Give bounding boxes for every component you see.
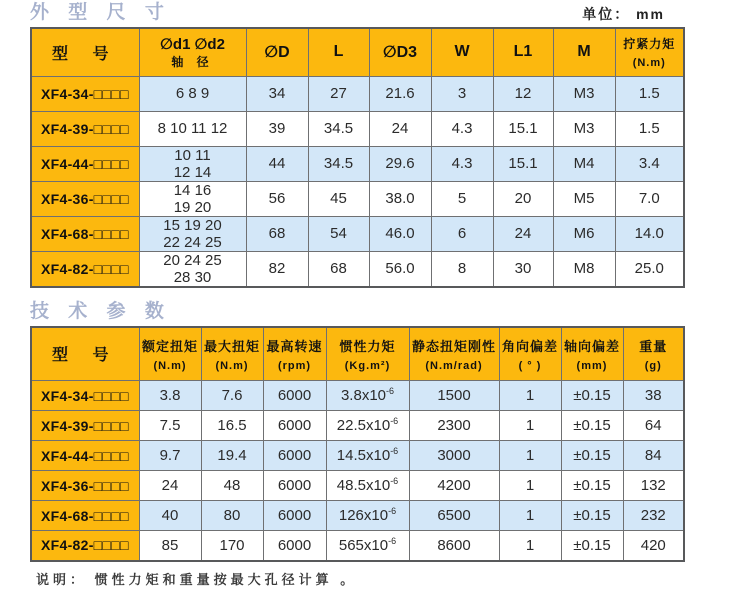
header-shaft-diameter: ∅d1 ∅d2 轴 径 [139, 28, 246, 76]
model-cell: XF4-44-□□□□ [31, 146, 139, 181]
L-cell: 54 [308, 216, 369, 251]
max-torque-cell: 19.4 [201, 441, 263, 471]
inertia-cell: $565x10^{-6}$ [326, 531, 409, 561]
shaft-diameter-cell: 14 16 19 20 [139, 181, 246, 216]
D-cell: 34 [246, 76, 308, 111]
table-row [31, 146, 684, 181]
header-weight: 重量 (g) [623, 327, 684, 381]
W-cell: 4.3 [431, 111, 493, 146]
angular-deviation-cell: 1 [499, 501, 561, 531]
L1-cell: 12 [493, 76, 553, 111]
D3-cell: 38.0 [369, 181, 431, 216]
dimensions-title-bar [30, 2, 683, 24]
M-cell: M3 [553, 76, 615, 111]
table-row [31, 471, 684, 501]
rated-torque-cell: 85 [139, 531, 201, 561]
inertia-cell: $3.8x10^{-6}$ [326, 381, 409, 411]
params-section-title: 技 术 参 数 [30, 300, 171, 322]
footnote: 说明： 惯性力矩和重量按最大孔径计算 。 [36, 571, 358, 587]
D3-cell: 56.0 [369, 251, 431, 287]
L-cell: 34.5 [308, 146, 369, 181]
shaft-diameter-cell: 15 19 20 22 24 25 [139, 216, 246, 251]
header-D3: ∅D3 [369, 28, 431, 76]
shaft-diameter-cell: 10 11 12 14 [139, 146, 246, 181]
stiffness-cell: 3000 [409, 441, 499, 471]
axial-deviation-cell: ±0.15 [561, 531, 623, 561]
W-cell: 8 [431, 251, 493, 287]
torque-cell: 1.5 [615, 111, 684, 146]
table-row [31, 216, 684, 251]
model-cell: XF4-34-□□□□ [31, 381, 139, 411]
header-L: L [308, 28, 369, 76]
table-row [31, 531, 684, 561]
max-speed-cell: 6000 [263, 471, 326, 501]
inertia-cell: $126x10^{-6}$ [326, 501, 409, 531]
axial-deviation-cell: ±0.15 [561, 501, 623, 531]
table-row [31, 181, 684, 216]
rated-torque-cell: 24 [139, 471, 201, 501]
table-row [31, 411, 684, 441]
header-model: 型 号 [31, 327, 139, 381]
W-cell: 4.3 [431, 146, 493, 181]
max-torque-cell: 7.6 [201, 381, 263, 411]
model-cell: XF4-44-□□□□ [31, 441, 139, 471]
table-row [31, 76, 684, 111]
model-cell: XF4-34-□□□□ [31, 76, 139, 111]
shaft-diameter-cell: 8 10 11 12 [139, 111, 246, 146]
model-cell: XF4-39-□□□□ [31, 411, 139, 441]
header-D: ∅D [246, 28, 308, 76]
header-rated-torque: 额定扭矩 (N.m) [139, 327, 201, 381]
weight-cell: 232 [623, 501, 684, 531]
L-cell: 45 [308, 181, 369, 216]
rated-torque-cell: 3.8 [139, 381, 201, 411]
header-tightening-torque: 拧紧力矩 (N.m) [615, 28, 684, 76]
dimensions-header-row [31, 28, 684, 76]
stiffness-cell: 1500 [409, 381, 499, 411]
stiffness-cell: 2300 [409, 411, 499, 441]
rated-torque-cell: 7.5 [139, 411, 201, 441]
inertia-cell: $48.5x10^{-6}$ [326, 471, 409, 501]
rated-torque-cell: 40 [139, 501, 201, 531]
L1-cell: 20 [493, 181, 553, 216]
D-cell: 82 [246, 251, 308, 287]
table-row [31, 251, 684, 287]
model-cell: XF4-68-□□□□ [31, 501, 139, 531]
max-speed-cell: 6000 [263, 531, 326, 561]
angular-deviation-cell: 1 [499, 411, 561, 441]
dimensions-table [30, 27, 685, 288]
stiffness-cell: 8600 [409, 531, 499, 561]
D3-cell: 21.6 [369, 76, 431, 111]
L1-cell: 30 [493, 251, 553, 287]
model-cell: XF4-82-□□□□ [31, 531, 139, 561]
D-cell: 56 [246, 181, 308, 216]
inertia-cell: $22.5x10^{-6}$ [326, 411, 409, 441]
params-table [30, 326, 685, 562]
L1-cell: 24 [493, 216, 553, 251]
torque-cell: 14.0 [615, 216, 684, 251]
axial-deviation-cell: ±0.15 [561, 441, 623, 471]
header-W: W [431, 28, 493, 76]
header-M: M [553, 28, 615, 76]
header-model: 型 号 [31, 28, 139, 76]
model-cell: XF4-36-□□□□ [31, 181, 139, 216]
header-angular-deviation: 角向偏差 ( ° ) [499, 327, 561, 381]
table-row [31, 381, 684, 411]
params-header-row [31, 327, 684, 381]
W-cell: 6 [431, 216, 493, 251]
angular-deviation-cell: 1 [499, 471, 561, 501]
torque-cell: 3.4 [615, 146, 684, 181]
stiffness-cell: 4200 [409, 471, 499, 501]
header-max-speed: 最高转速 (rpm) [263, 327, 326, 381]
angular-deviation-cell: 1 [499, 441, 561, 471]
header-axial-deviation: 轴向偏差 (mm) [561, 327, 623, 381]
L-cell: 34.5 [308, 111, 369, 146]
W-cell: 5 [431, 181, 493, 216]
M-cell: M5 [553, 181, 615, 216]
L1-cell: 15.1 [493, 111, 553, 146]
angular-deviation-cell: 1 [499, 531, 561, 561]
max-torque-cell: 80 [201, 501, 263, 531]
header-L1: L1 [493, 28, 553, 76]
max-speed-cell: 6000 [263, 411, 326, 441]
torque-cell: 7.0 [615, 181, 684, 216]
weight-cell: 38 [623, 381, 684, 411]
max-torque-cell: 16.5 [201, 411, 263, 441]
torque-cell: 25.0 [615, 251, 684, 287]
D3-cell: 29.6 [369, 146, 431, 181]
max-speed-cell: 6000 [263, 381, 326, 411]
W-cell: 3 [431, 76, 493, 111]
D-cell: 44 [246, 146, 308, 181]
L-cell: 27 [308, 76, 369, 111]
header-inertia: 惯性力矩 (Kg.m²) [326, 327, 409, 381]
weight-cell: 84 [623, 441, 684, 471]
header-static-stiffness: 静态扭矩刚性 (N.m/rad) [409, 327, 499, 381]
max-torque-cell: 48 [201, 471, 263, 501]
model-cell: XF4-36-□□□□ [31, 471, 139, 501]
rated-torque-cell: 9.7 [139, 441, 201, 471]
M-cell: M3 [553, 111, 615, 146]
max-speed-cell: 6000 [263, 501, 326, 531]
D-cell: 68 [246, 216, 308, 251]
dimensions-section-title: 外 型 尺 寸 [30, 2, 171, 23]
header-max-torque: 最大扭矩 (N.m) [201, 327, 263, 381]
model-cell: XF4-82-□□□□ [31, 251, 139, 287]
D3-cell: 24 [369, 111, 431, 146]
model-cell: XF4-68-□□□□ [31, 216, 139, 251]
torque-cell: 1.5 [615, 76, 684, 111]
D3-cell: 46.0 [369, 216, 431, 251]
inertia-cell: $14.5x10^{-6}$ [326, 441, 409, 471]
stiffness-cell: 6500 [409, 501, 499, 531]
table-row [31, 441, 684, 471]
L-cell: 68 [308, 251, 369, 287]
weight-cell: 132 [623, 471, 684, 501]
M-cell: M4 [553, 146, 615, 181]
model-cell: XF4-39-□□□□ [31, 111, 139, 146]
max-speed-cell: 6000 [263, 441, 326, 471]
table-row [31, 111, 684, 146]
axial-deviation-cell: ±0.15 [561, 471, 623, 501]
max-torque-cell: 170 [201, 531, 263, 561]
M-cell: M6 [553, 216, 615, 251]
unit-label: 单位： mm [582, 6, 665, 22]
shaft-diameter-cell: 20 24 25 28 30 [139, 251, 246, 287]
weight-cell: 420 [623, 531, 684, 561]
axial-deviation-cell: ±0.15 [561, 411, 623, 441]
M-cell: M8 [553, 251, 615, 287]
shaft-diameter-cell: 6 8 9 [139, 76, 246, 111]
angular-deviation-cell: 1 [499, 381, 561, 411]
D-cell: 39 [246, 111, 308, 146]
params-title-bar [30, 301, 683, 323]
L1-cell: 15.1 [493, 146, 553, 181]
axial-deviation-cell: ±0.15 [561, 381, 623, 411]
weight-cell: 64 [623, 411, 684, 441]
table-row [31, 501, 684, 531]
